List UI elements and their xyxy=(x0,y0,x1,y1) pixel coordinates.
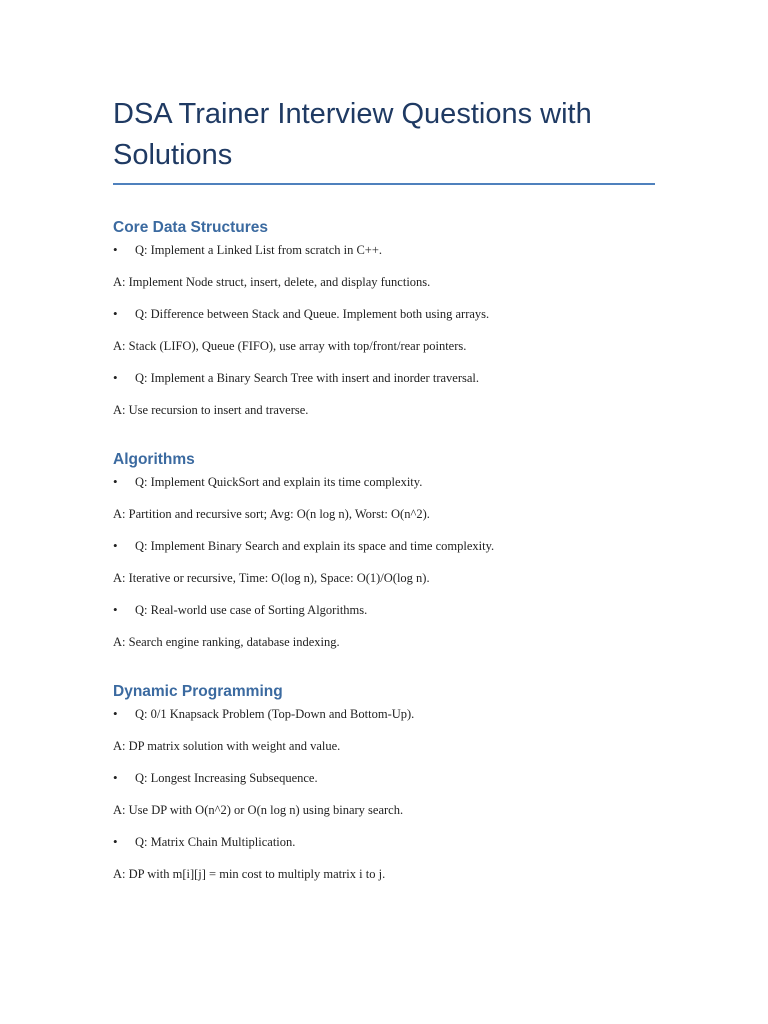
question-item xyxy=(113,770,655,786)
section-heading: Algorithms xyxy=(113,451,195,468)
answer-text: A: Implement Node struct, insert, delete, and display functions. xyxy=(113,275,431,289)
question-item xyxy=(113,706,655,722)
answer-text: A: Stack (LIFO), Queue (FIFO), use array with top/front/rear pointers. xyxy=(113,339,467,353)
question-text: Q: Real-world use case of Sorting Algorithms. xyxy=(135,603,368,617)
answer-text: A: Use recursion to insert and traverse. xyxy=(113,403,309,417)
document-title: DSA Trainer Interview Questions with Solutions xyxy=(113,98,592,171)
section-heading: Dynamic Programming xyxy=(113,683,283,700)
answer-text: A: Iterative or recursive, Time: O(log n), Space: O(1)/O(log n). xyxy=(113,571,430,585)
question-text: Q: Difference between Stack and Queue. Implement both using arrays. xyxy=(135,307,490,321)
bullet-icon: • xyxy=(113,370,118,385)
answer-text: A: Partition and recursive sort; Avg: O(n log n), Worst: O(n^2). xyxy=(113,507,430,521)
question-text: Q: Implement QuickSort and explain its time complexity. xyxy=(135,475,423,489)
bullet-icon: • xyxy=(113,474,118,489)
bullet-icon: • xyxy=(113,770,118,785)
question-text: Q: Longest Increasing Subsequence. xyxy=(135,771,318,785)
question-text: Q: Implement Binary Search and explain its space and time complexity. xyxy=(135,539,495,553)
question-text: Q: 0/1 Knapsack Problem (Top-Down and Bottom-Up). xyxy=(135,707,415,721)
answer-text: A: DP matrix solution with weight and value. xyxy=(113,739,341,753)
question-text: Q: Implement a Binary Search Tree with insert and inorder traversal. xyxy=(135,371,480,385)
bullet-icon: • xyxy=(113,242,118,257)
section-core-data-structures xyxy=(113,218,655,418)
question-text: Q: Implement a Linked List from scratch in C++. xyxy=(135,243,383,257)
question-item xyxy=(113,306,655,322)
answer-text: A: Use DP with O(n^2) or O(n log n) using binary search. xyxy=(113,803,404,817)
question-item xyxy=(113,602,655,618)
answer-text: A: Search engine ranking, database indexing. xyxy=(113,635,340,649)
question-item xyxy=(113,242,655,258)
question-text: Q: Matrix Chain Multiplication. xyxy=(135,835,296,849)
section-dynamic-programming xyxy=(113,682,655,882)
answer-text: A: DP with m[i][j] = min cost to multiply matrix i to j. xyxy=(113,867,386,881)
section-heading: Core Data Structures xyxy=(113,219,269,236)
question-item xyxy=(113,370,655,386)
question-item xyxy=(113,834,655,850)
bullet-icon: • xyxy=(113,706,118,721)
question-item xyxy=(113,538,655,554)
bullet-icon: • xyxy=(113,306,118,321)
bullet-icon: • xyxy=(113,602,118,617)
bullet-icon: • xyxy=(113,834,118,849)
title-divider xyxy=(113,183,655,185)
bullet-icon: • xyxy=(113,538,118,553)
section-algorithms xyxy=(113,450,655,650)
document-body xyxy=(113,94,655,882)
question-item xyxy=(113,474,655,490)
